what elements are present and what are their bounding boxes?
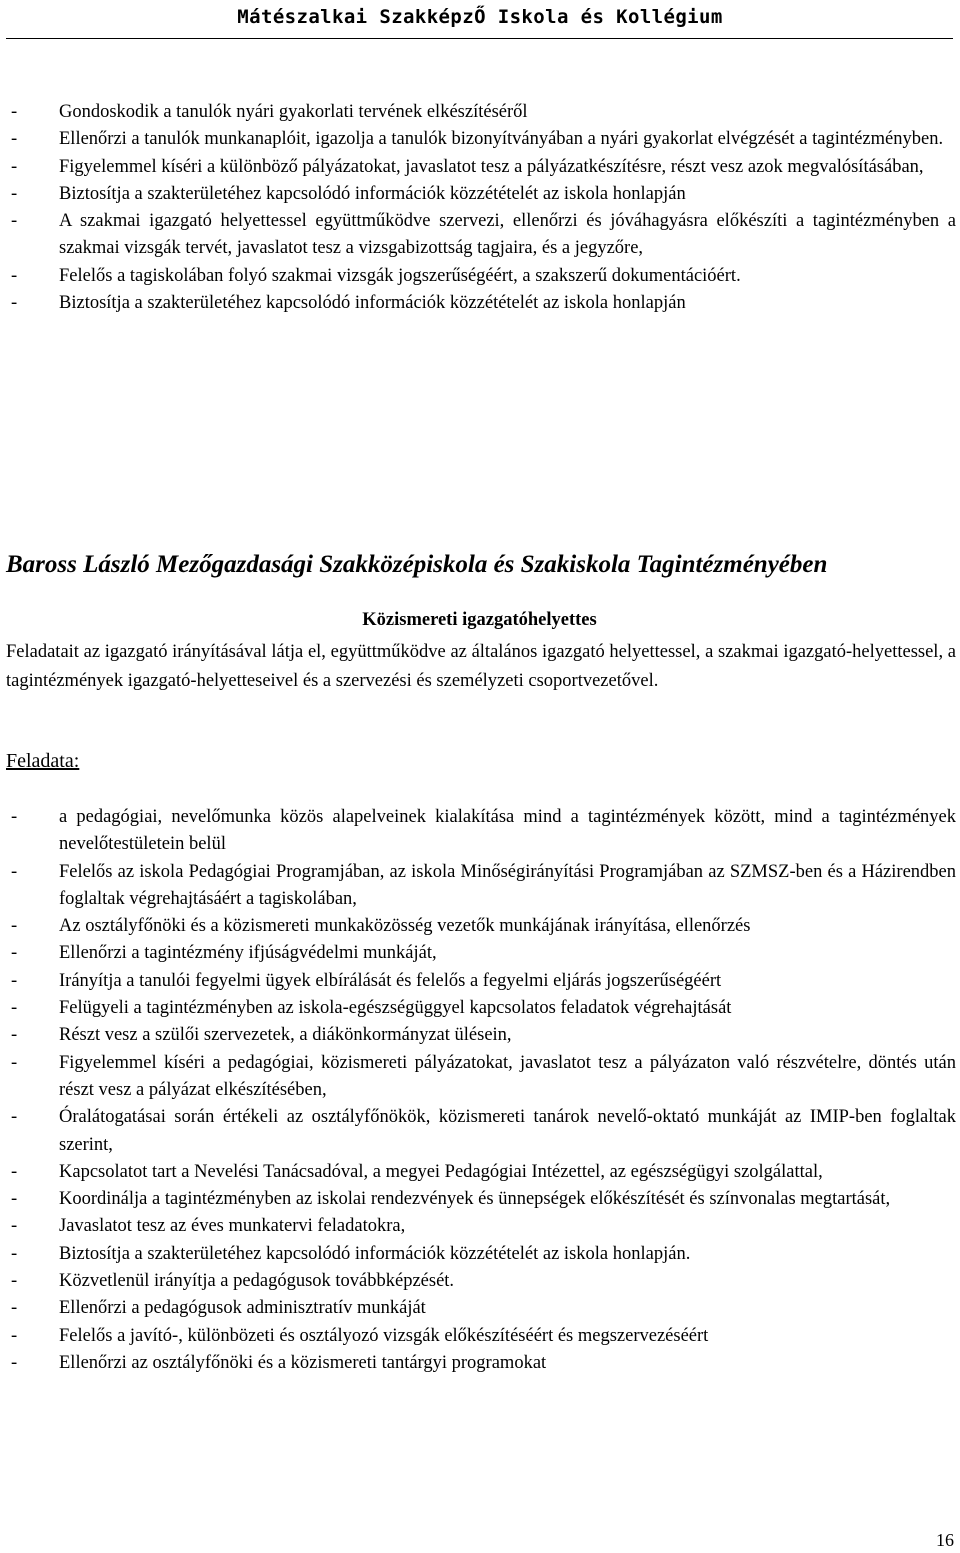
list-item: - Gondoskodik a tanulók nyári gyakorlati tervének elkészítéséről	[6, 99, 956, 126]
list-item: - Biztosítja a szakterületéhez kapcsolódó információk közzétételét az iskola honlapján	[6, 181, 956, 208]
list-item: - Az osztályfőnöki és a közismereti munkaközösség vezetők munkájának irányítása, ellenőrzés	[6, 913, 956, 940]
list-item: - Javaslatot tesz az éves munkatervi feladatokra,	[6, 1213, 956, 1240]
list-item: - Figyelemmel kíséri a pedagógiai, közismereti pályázatokat, javaslatot tesz a pályázaton való részvételre, döntés után részt vesz a pályázat elkészítésében,	[6, 1050, 956, 1105]
list-item: - Közvetlenül irányítja a pedagógusok továbbképzését.	[6, 1268, 956, 1295]
list-item: - A szakmai igazgató helyettessel együttműködve szervezi, ellenőrzi és jóváhagyásra előkészíti a tagintézményben a szakmai vizsgák tervét, javaslatot tesz a vizsgabizottság tagjaira, és a jegyzőre,	[6, 208, 956, 263]
list-item: - Biztosítja a szakterületéhez kapcsolódó információk közzétételét az iskola honlapján.	[6, 1241, 956, 1268]
list-item: - Ellenőrzi a pedagógusok adminisztratív munkáját	[6, 1295, 956, 1322]
duties-list	[6, 804, 956, 1377]
tasks-heading: Feladata:	[6, 750, 80, 772]
list-item: - Felelős a tagiskolában folyó szakmai vizsgák jogszerűségéért, a szakszerű dokumentációért.	[6, 263, 956, 290]
list-item: - a pedagógiai, nevelőmunka közös alapelveinek kialakítása mind a tagintézmények között, mind a tagintézmények nevelőtestületein belül	[6, 804, 956, 859]
list-item: - Ellenőrzi a tanulók munkanaplóit, igazolja a tanulók bizonyítványában a nyári gyakorlat elvégzését a tagintézményben.	[6, 126, 956, 153]
list-item: - Részt vesz a szülői szervezetek, a diákönkormányzat ülésein,	[6, 1022, 956, 1049]
list-item: - Biztosítja a szakterületéhez kapcsolódó információk közzétételét az iskola honlapján	[6, 290, 956, 317]
header-divider	[6, 38, 953, 39]
list-item: - Felelős az iskola Pedagógiai Programjában, az iskola Minőségirányítási Programjában az SZMSZ-ben és a Házirendben foglaltak végrehajtásáért a tagiskolában,	[6, 859, 956, 914]
role-title: Közismereti igazgatóhelyettes	[362, 610, 597, 630]
list-item: - Kapcsolatot tart a Nevelési Tanácsadóval, a megyei Pedagógiai Intézettel, az egészségügyi szolgálattal,	[6, 1159, 956, 1186]
section-title: Baross László Mezőgazdasági Szakközépiskola és Szakiskola Tagintézményében	[6, 551, 828, 578]
page-header-title: Mátészalkai SzakképzŐ Iskola és Kollégium	[237, 6, 723, 28]
list-item: - Óralátogatásai során értékeli az osztályfőnökök, közismereti tanárok nevelő-oktató munkáját az IMIP-ben foglaltak szerint,	[6, 1104, 956, 1159]
list-item: - Ellenőrzi a tagintézmény ifjúságvédelmi munkáját,	[6, 940, 956, 967]
list-item: - Felelős a javító-, különbözeti és osztályozó vizsgák előkészítéséért és megszervezéséért	[6, 1323, 956, 1350]
list-item: - Ellenőrzi az osztályfőnöki és a közismereti tantárgyi programokat	[6, 1350, 956, 1377]
top-task-list	[6, 99, 956, 317]
list-item: - Irányítja a tanulói fegyelmi ügyek elbírálását és felelős a fegyelmi eljárás jogszerűségéért	[6, 968, 956, 995]
list-item: - Figyelemmel kíséri a különböző pályázatokat, javaslatot tesz a pályázatkészítésre, részt vesz azok megvalósításában,	[6, 154, 956, 181]
intro-paragraph: Feladatait az igazgató irányításával látja el, együttműködve az általános igazgató helyettessel, a szakmai igazgató-helyettessel, a tagintézmények igazgató-helyetteseivel és a szervezési és személyzeti csoportvezetővel.	[6, 642, 956, 691]
list-item: - Koordinálja a tagintézményben az iskolai rendezvények és ünnepségek előkészítését és színvonalas megtartását,	[6, 1186, 956, 1213]
page-number: 16	[936, 1530, 954, 1550]
list-item: - Felügyeli a tagintézményben az iskola-egészségüggyel kapcsolatos feladatok végrehajtását	[6, 995, 956, 1022]
